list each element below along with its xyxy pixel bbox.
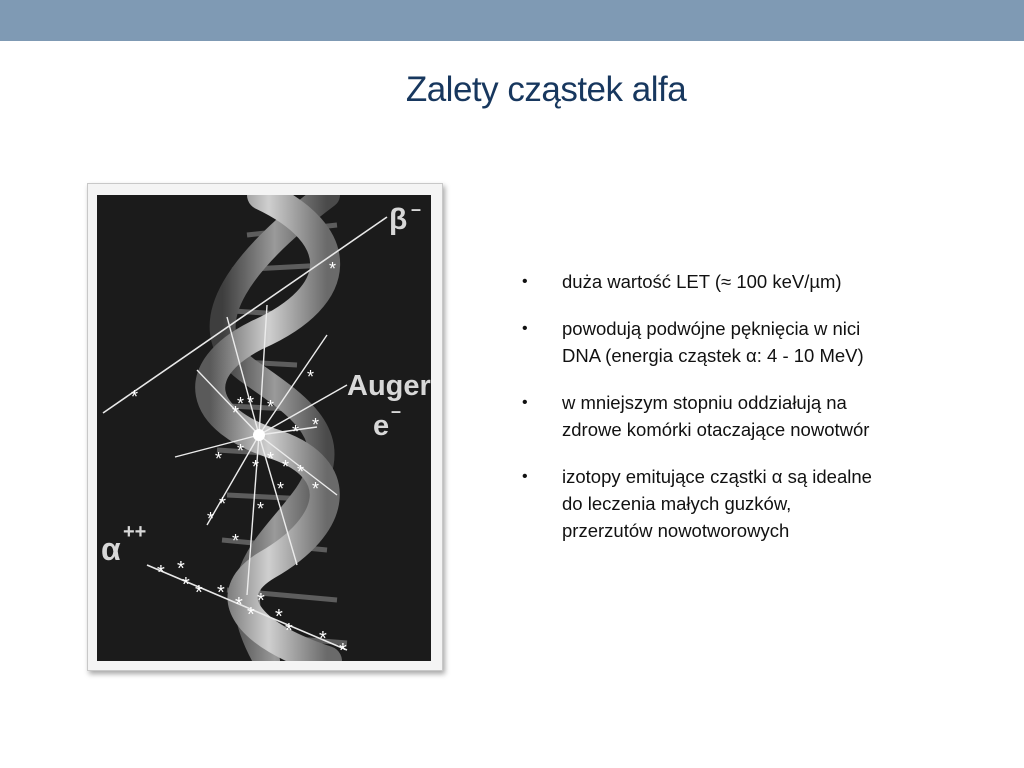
svg-text:*: * bbox=[312, 479, 320, 499]
svg-text:*: * bbox=[215, 449, 223, 469]
slide-title: Zalety cząstek alfa bbox=[405, 70, 687, 109]
alpha-superscript: ++ bbox=[123, 521, 147, 543]
svg-text:*: * bbox=[219, 494, 227, 514]
svg-text:*: * bbox=[182, 574, 190, 596]
auger-superscript: – bbox=[391, 401, 402, 421]
svg-text:*: * bbox=[285, 620, 293, 642]
svg-text:*: * bbox=[282, 457, 290, 477]
list-item bbox=[520, 389, 980, 443]
svg-text:*: * bbox=[207, 509, 215, 529]
auger-label: Auger bbox=[347, 370, 431, 402]
auger-source bbox=[253, 429, 265, 441]
beta-superscript: – bbox=[411, 199, 422, 219]
bullet-icon: • bbox=[522, 273, 528, 290]
list-item-text: do leczenia małych guzków, bbox=[562, 493, 792, 514]
advantages-list bbox=[520, 268, 980, 564]
bullet-icon: • bbox=[522, 320, 528, 337]
svg-text:*: * bbox=[232, 403, 240, 423]
list-item bbox=[520, 463, 980, 544]
bullet-icon: • bbox=[522, 394, 528, 411]
svg-text:*: * bbox=[177, 558, 185, 580]
auger-electron-label: e bbox=[373, 410, 390, 442]
svg-text:*: * bbox=[312, 415, 320, 435]
list-item-text: izotopy emitujące cząstki α są idealne bbox=[562, 466, 872, 487]
list-item-text: DNA (energia cząstek α: 4 - 10 MeV) bbox=[562, 345, 864, 366]
svg-text:*: * bbox=[297, 462, 305, 482]
svg-text:*: * bbox=[277, 479, 285, 499]
svg-text:*: * bbox=[329, 259, 337, 279]
svg-text:*: * bbox=[237, 394, 245, 414]
list-item-text: przerzutów nowotworowych bbox=[562, 520, 790, 541]
list-item-text: zdrowe komórki otaczające nowotwór bbox=[562, 419, 870, 440]
svg-text:*: * bbox=[232, 531, 240, 551]
svg-text:*: * bbox=[157, 562, 165, 584]
svg-text:*: * bbox=[257, 590, 265, 612]
list-item bbox=[520, 268, 980, 295]
svg-text:*: * bbox=[235, 594, 243, 616]
svg-text:*: * bbox=[131, 387, 139, 407]
svg-text:*: * bbox=[247, 393, 255, 413]
svg-text:*: * bbox=[275, 606, 283, 628]
top-banner bbox=[0, 0, 1024, 41]
svg-text:*: * bbox=[319, 628, 327, 650]
dna-radiation-figure bbox=[87, 183, 443, 671]
svg-text:*: * bbox=[292, 422, 300, 442]
list-item bbox=[520, 315, 980, 369]
svg-text:*: * bbox=[267, 449, 275, 469]
svg-text:*: * bbox=[307, 367, 315, 387]
alpha-label: α bbox=[101, 531, 121, 567]
list-item-text: w mniejszym stopniu oddziałują na bbox=[562, 392, 847, 413]
dna-helix-illustration bbox=[97, 195, 431, 661]
svg-text:*: * bbox=[267, 397, 275, 417]
svg-text:*: * bbox=[217, 582, 225, 604]
svg-text:*: * bbox=[257, 499, 265, 519]
svg-text:*: * bbox=[339, 640, 347, 661]
svg-text:*: * bbox=[237, 441, 245, 461]
list-item-text: powodują podwójne pęknięcia w nici bbox=[562, 318, 861, 339]
list-item-text: duża wartość LET (≈ 100 keV/µm) bbox=[562, 271, 842, 292]
bullet-icon: • bbox=[522, 468, 528, 485]
svg-text:*: * bbox=[247, 604, 255, 626]
svg-text:*: * bbox=[252, 457, 260, 477]
svg-text:*: * bbox=[195, 582, 203, 604]
beta-label: β bbox=[389, 203, 408, 236]
